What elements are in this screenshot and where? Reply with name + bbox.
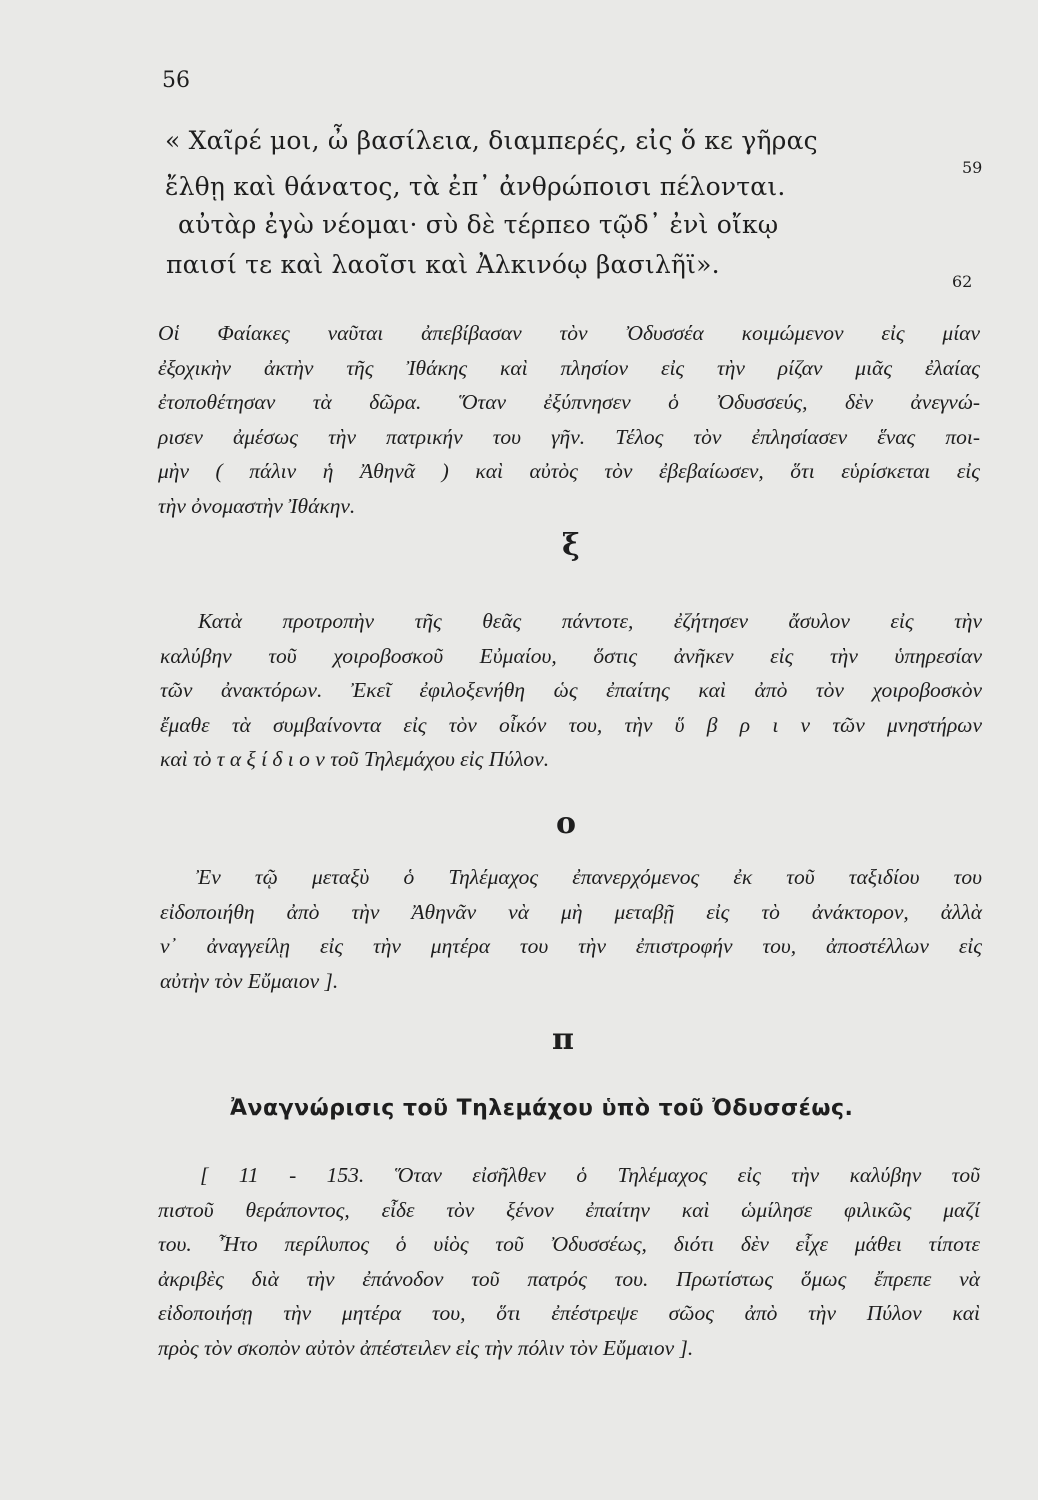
prose-line: εἰδοποιήσῃ τὴν μητέρα του, ὅτι ἐπέστρεψε σῶος ἀπὸ τὴν Πύλον καὶ	[158, 1301, 980, 1325]
page-number: 56	[162, 68, 190, 93]
prose-line: ἐτοποθέτησαν τὰ δῶρα. Ὅταν ἐξύπνησεν ὁ Ὀδυσσεύς, δὲν ἀνεγνώ-	[158, 390, 980, 414]
prose-block	[158, 1158, 980, 1365]
prose-line: τὴν ὀνομαστὴν Ἰθάκην.	[158, 493, 356, 518]
section-heading: Ἀναγνώρισις τοῦ Τηλεμάχου ὑπὸ τοῦ Ὀδυσσέως.	[230, 1096, 854, 1121]
prose-line: μὴν ( πάλιν ἡ Ἀθηνᾶ ) καὶ αὐτὸς τὸν ἐβεβαίωσεν, ὅτι εὑρίσκεται εἰς	[158, 459, 980, 483]
section-letter: ο	[556, 806, 577, 841]
prose-block	[160, 860, 982, 998]
prose-block	[158, 316, 980, 523]
prose-line: ἔμαθε τὰ συμβαίνοντα εἰς τὸν οἶκόν του, τὴν ὕ β ρ ι ν τῶν μνηστήρων	[160, 712, 982, 737]
prose-block	[160, 604, 982, 777]
verse-number: 59	[962, 158, 983, 177]
prose-line: ἐξοχικὴν ἀκτὴν τῆς Ἰθάκης καὶ πλησίον εἰς τὴν ρίζαν μιᾶς ἐλαίας	[158, 355, 980, 380]
verse-line: ἔλθῃ καὶ θάνατος, τὰ ἐπ᾿ ἀνθρώποισι πέλονται.	[165, 172, 786, 201]
verse-line: « Χαῖρέ μοι, ὦ βασίλεια, διαμπερές, εἰς ὅ κε γῆρας	[165, 126, 818, 155]
prose-line: αὐτὴν τὸν Εὔμαιον ].	[160, 968, 339, 993]
prose-line: Ἐν τῷ μεταξὺ ὁ Τηλέμαχος ἐπανερχόμενος ἐκ τοῦ ταξιδίου του	[196, 865, 982, 889]
prose-line: τῶν ἀνακτόρων. Ἐκεῖ ἐφιλοξενήθη ὡς ἐπαίτης καὶ ἀπὸ τὸν χοιροβοσκὸν	[160, 678, 982, 702]
prose-line: [ 11 - 153. Ὅταν εἰσῆλθεν ὁ Τηλέμαχος εἰς τὴν καλύβην τοῦ	[200, 1163, 980, 1187]
verse-line: παισί τε καὶ λαοῖσι καὶ Ἀλκινόῳ βασιλῆϊ».	[166, 250, 720, 279]
prose-line: Οἱ Φαίακες ναῦται ἀπεβίβασαν τὸν Ὀδυσσέα κοιμώμενον εἰς μίαν	[158, 321, 980, 345]
section-letter: ξ	[562, 528, 580, 563]
prose-line: πρὸς τὸν σκοπὸν αὐτὸν ἀπέστειλεν εἰς τὴν πόλιν τὸν Εὔμαιον ].	[158, 1335, 694, 1360]
section-letter: π	[552, 1022, 574, 1057]
prose-line: καὶ τὸ τ α ξ ί δ ι ο ν τοῦ Τηλεμάχου εἰς Πύλον.	[160, 747, 550, 771]
prose-line: καλύβην τοῦ χοιροβοσκοῦ Εὐμαίου, ὅστις ἀνῆκεν εἰς τὴν ὑπηρεσίαν	[160, 643, 982, 668]
verse-number: 62	[952, 272, 973, 291]
prose-line: ν᾿ ἀναγγείλῃ εἰς τὴν μητέρα του τὴν ἐπιστροφήν του, ἀποστέλλων εἰς	[160, 934, 982, 958]
prose-line: ρισεν ἀμέσως τὴν πατρικήν του γῆν. Τέλος τὸν ἐπλησίασεν ἕνας ποι-	[158, 424, 980, 449]
prose-line: Κατὰ προτροπὴν τῆς θεᾶς πάντοτε, ἐζήτησεν ἄσυλον εἰς τὴν	[198, 609, 982, 633]
prose-line: πιστοῦ θεράποντος, εἶδε τὸν ξένον ἐπαίτην καὶ ὡμίλησε φιλικῶς μαζί	[158, 1197, 980, 1222]
prose-line: ἀκριβὲς διὰ τὴν ἐπάνοδον τοῦ πατρός του. Πρωτίστως ὅμως ἔπρεπε νὰ	[158, 1266, 980, 1291]
verse-line: αὐτὰρ ἐγὼ νέομαι· σὺ δὲ τέρπεο τῷδ᾿ ἐνὶ οἴκῳ	[178, 210, 779, 239]
prose-line: του. Ἦτο περίλυπος ὁ υἱὸς τοῦ Ὀδυσσέως, διότι δὲν εἶχε μάθει τίποτε	[158, 1232, 980, 1256]
prose-line: εἰδοποιήθη ἀπὸ τὴν Ἀθηνᾶν νὰ μὴ μεταβῇ εἰς τὸ ἀνάκτορον, ἀλλὰ	[160, 899, 982, 924]
